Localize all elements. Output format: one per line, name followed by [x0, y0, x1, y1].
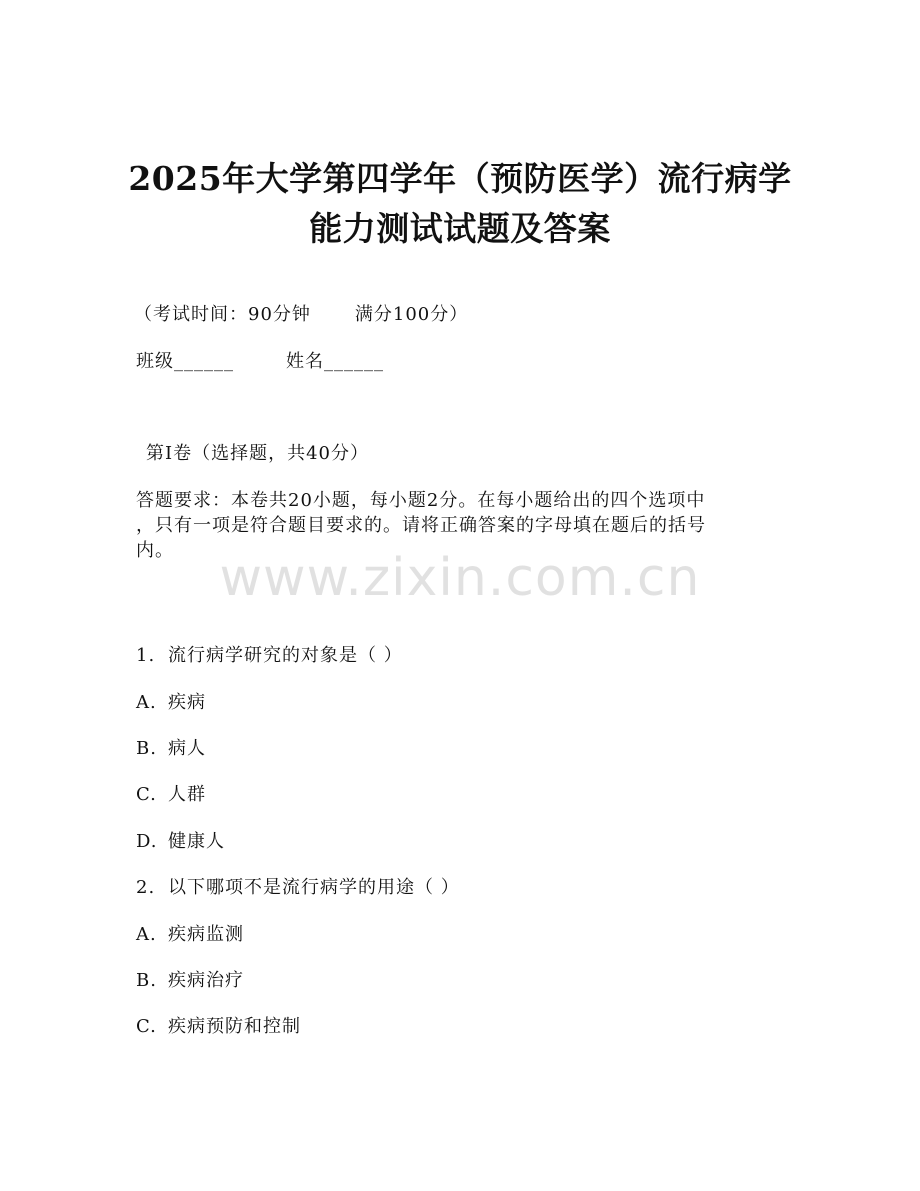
section-header: 第Ⅰ卷（选择题，共40分） [146, 443, 370, 464]
question-2-option-c [136, 1014, 301, 1040]
question-1-option-c [136, 782, 206, 808]
option-letter: A. [136, 924, 157, 945]
question-text: 流行病学研究的对象是（ ） [168, 645, 403, 666]
instructions-line-2: ，只有一项是符合题目要求的。请将正确答案的字母填在题后的括号 [136, 515, 706, 536]
option-text: 疾病监测 [168, 924, 244, 945]
exam-info [134, 302, 468, 328]
option-text: 疾病治疗 [168, 970, 244, 991]
question-1-option-b [136, 736, 206, 762]
option-letter: D. [136, 831, 158, 852]
question-number: 1. [136, 645, 156, 666]
question-2-option-b [136, 968, 244, 994]
option-letter: A. [136, 692, 157, 713]
option-letter: C. [136, 784, 157, 805]
option-letter: B. [136, 738, 157, 759]
question-number: 2. [136, 877, 156, 898]
full-score: 满分100分） [354, 304, 469, 325]
option-text: 健康人 [168, 831, 225, 852]
option-text: 疾病 [168, 692, 206, 713]
document-title-line-2: 能力测试试题及答案 [309, 209, 611, 248]
question-text: 以下哪项不是流行病学的用途（ ） [168, 877, 460, 898]
exam-time: （考试时间：90分钟 [134, 304, 311, 325]
option-text: 人群 [168, 784, 206, 805]
option-text: 病人 [168, 738, 206, 759]
question-2 [136, 875, 460, 901]
question-1-option-a [136, 690, 206, 716]
question-2-option-a [136, 922, 244, 948]
document-title-line-1: 2025年大学第四学年（预防医学）流行病学 [128, 159, 792, 198]
option-letter: C. [136, 1016, 157, 1037]
class-field: 班级______ [136, 351, 234, 372]
watermark: www.zixin.com.cn [219, 548, 701, 608]
question-1 [136, 643, 403, 669]
student-fields [136, 349, 384, 375]
question-1-option-d [136, 829, 225, 855]
instructions-line-3: 内。 [136, 540, 174, 561]
option-text: 疾病预防和控制 [168, 1016, 301, 1037]
name-field: 姓名______ [286, 351, 384, 372]
option-letter: B. [136, 970, 157, 991]
instructions-line-1: 答题要求：本卷共20小题，每小题2分。在每小题给出的四个选项中 [136, 490, 706, 511]
